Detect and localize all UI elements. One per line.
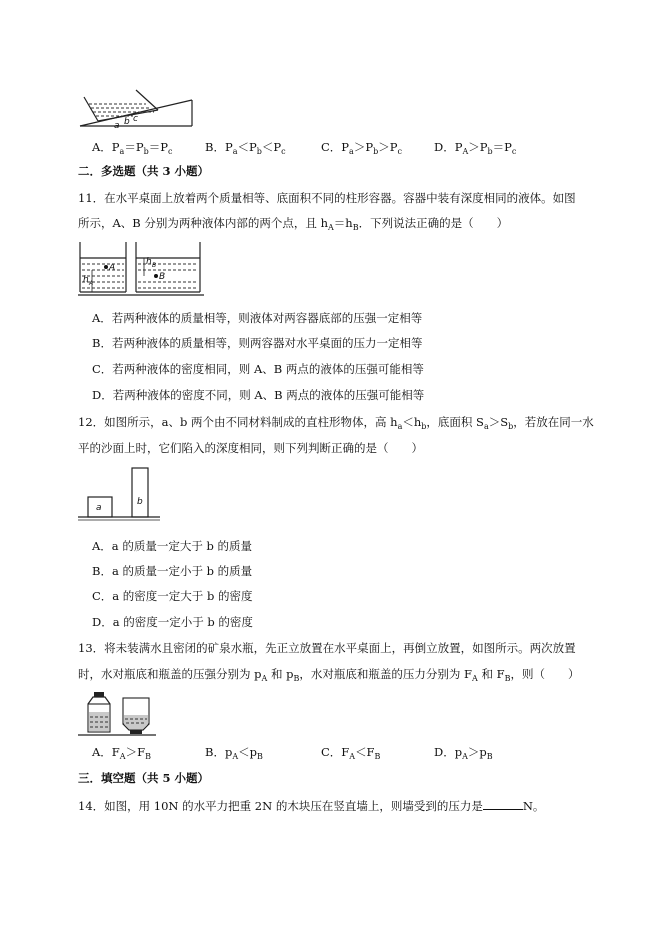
q10-figure bbox=[78, 88, 196, 130]
q12-option-c: C．a 的密度一定大于 b 的密度 bbox=[92, 589, 253, 603]
q13-option-c: C．$F_A<F_B$ bbox=[321, 745, 381, 761]
q12-option-a: A．a 的质量一定大于 b 的质量 bbox=[92, 539, 252, 553]
q10-option-b: B．$P_a<P_b<P_c$ bbox=[205, 140, 286, 156]
q12-option-d: D．a 的密度一定小于 b 的密度 bbox=[92, 615, 253, 629]
svg-text:A: A bbox=[89, 280, 94, 287]
q12-option-b: B．a 的质量一定小于 b 的质量 bbox=[92, 564, 253, 578]
q11-figure-label-hb: h bbox=[146, 257, 152, 267]
q10-option-c: C．$P_a>P_b>P_c$ bbox=[321, 140, 402, 156]
q11-figure bbox=[78, 240, 206, 298]
q10-option-a: A．$P_a=P_b=P_c$ bbox=[92, 140, 173, 156]
q10-figure-label-b: b bbox=[124, 117, 130, 127]
q11-figure-label-b: B bbox=[159, 272, 166, 282]
q12-stem-line1: 12．如图所示，a、b 两个由不同材料制成的直柱形物体，高 $h_a<h_b$，底面积 $S_a>S_b$，若放在同一水 bbox=[78, 415, 594, 431]
q10-figure-label-a: a bbox=[114, 121, 120, 131]
q12-figure-label-a: a bbox=[96, 503, 102, 513]
q11-option-d: D．若两种液体的密度不同，则 A、B 两点的液体的压强可能相等 bbox=[92, 388, 425, 402]
q11-option-c: C．若两种液体的密度相同，则 A、B 两点的液体的压强可能相等 bbox=[92, 362, 424, 376]
q14-answer-blank[interactable] bbox=[483, 799, 523, 810]
section-title-fill-blank: 三．填空题（共 5 小题） bbox=[78, 771, 210, 785]
q11-stem-line2: 所示，A、B 分别为两种液体内部的两个点，且 $h_A=h_B$．下列说法正确的是（ ） bbox=[78, 216, 509, 232]
svg-text:B: B bbox=[152, 262, 157, 269]
q13-stem-line1: 13．将未装满水且密闭的矿泉水瓶，先正立放置在水平桌面上，再倒立放置，如图所示。两次放置 bbox=[78, 641, 576, 655]
q13-option-b: B．$p_A<p_B$ bbox=[205, 745, 263, 761]
q14-stem: 14．如图，用 10N 的水平力把重 2N 的木块压在竖直墙上，则墙受到的压力是 N。 bbox=[78, 799, 545, 813]
q11-stem-line1: 11．在水平桌面上放着两个质量相等、底面积不同的柱形容器。容器中装有深度相同的液体。如图 bbox=[78, 191, 576, 205]
q11-figure-label-ha: h bbox=[83, 275, 89, 285]
q11-option-a: A．若两种液体的质量相等，则液体对两容器底部的压强一定相等 bbox=[92, 311, 423, 325]
q10-figure-label-c: c bbox=[133, 114, 138, 124]
q13-option-a: A．$F_A>F_B$ bbox=[92, 745, 151, 761]
section-title-multiple-choice: 二．多选题（共 3 小题） bbox=[78, 164, 210, 178]
q12-figure bbox=[78, 466, 162, 524]
q12-figure-label-b: b bbox=[137, 497, 143, 507]
q10-option-d: D．$P_A>P_b=P_c$ bbox=[434, 140, 517, 156]
q11-option-b: B．若两种液体的质量相等，则两容器对水平桌面的压力一定相等 bbox=[92, 336, 423, 350]
q13-figure bbox=[78, 690, 156, 738]
q12-stem-line2: 平的沙面上时，它们陷入的深度相同，则下列判断正确的是（ ） bbox=[78, 441, 423, 455]
q11-figure-label-a: A bbox=[109, 263, 116, 273]
q13-option-d: D．$p_A>p_B$ bbox=[434, 745, 493, 761]
q13-stem-line2: 时，水对瓶底和瓶盖的压强分别为 $p_A$ 和 $p_B$，水对瓶底和瓶盖的压力分别为 $F_A$ 和 $F_B$，则（ ） bbox=[78, 667, 580, 683]
